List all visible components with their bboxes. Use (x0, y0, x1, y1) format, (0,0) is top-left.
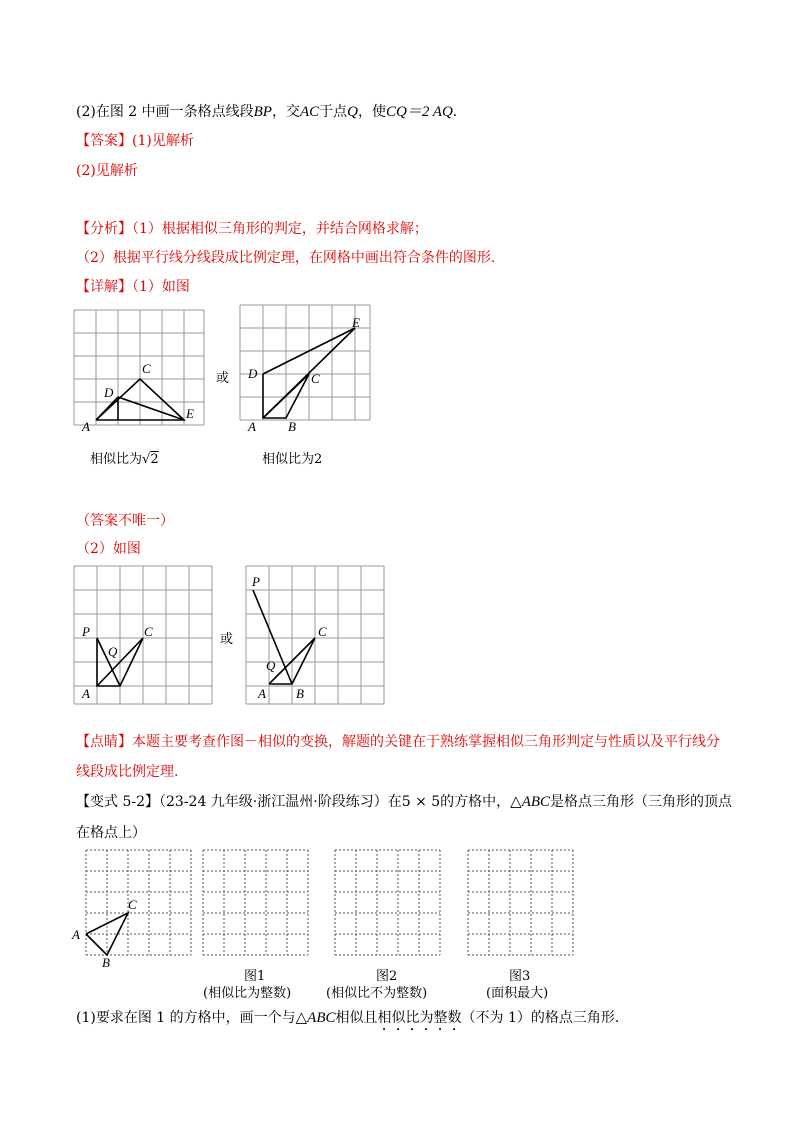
label-e: E (186, 406, 194, 421)
fig1-right-grid (240, 305, 380, 435)
point-q: Q (347, 104, 358, 120)
fig2-left-grid (74, 566, 214, 716)
label-a: A (82, 419, 90, 434)
fig1-or: 或 (216, 371, 230, 386)
label-p: P (252, 574, 260, 589)
grid3-title: 图3 (509, 969, 531, 984)
comment-line-2: 线段成比例定理. (76, 764, 179, 780)
grid1-subtitle: (相似比为整数) (203, 986, 292, 1001)
sqrt-symbol: √ (142, 452, 151, 467)
fig2-right-grid (246, 566, 396, 716)
analysis-line-1: 【分析】（1）根据相似三角形的判定，并结合网格求解； (76, 221, 428, 237)
label-c: C (142, 361, 151, 376)
label-q: Q (266, 658, 276, 673)
answer-line-1: 【答案】(1)见解析 (76, 133, 194, 149)
label-a: A (72, 927, 80, 942)
label-a: A (82, 686, 90, 701)
segment-bp: BP (253, 104, 272, 120)
fig1-caption-right: 相似比为2 (262, 452, 323, 467)
detail-line: 【详解】（1）如图 (76, 279, 190, 295)
label-a: A (258, 686, 266, 701)
label-p: P (82, 624, 90, 639)
answer-line-2: (2)见解析 (76, 163, 138, 179)
segment-ac: AC (299, 104, 320, 120)
label-b: B (102, 955, 110, 970)
label-c: C (144, 624, 153, 639)
condition: CQ＝2 AQ (385, 104, 453, 120)
comment-line-1: 【点睛】本题主要考查作图－相似的变换，解题的关键在于熟练掌握相似三角形判定与性质以及平行线分 (76, 734, 720, 750)
grid2-title: 图2 (376, 969, 398, 984)
grid1-title: 图1 (244, 969, 266, 984)
fig2-or: 或 (220, 632, 234, 647)
label-b: B (296, 686, 304, 701)
label-c: C (311, 371, 320, 386)
fig1-left-grid (74, 305, 214, 435)
grid3-subtitle: (面积最大) (486, 986, 549, 1001)
label-d: D (248, 366, 258, 381)
emphasis-text: 相似比为整数 (377, 1010, 462, 1026)
variant-line-2: 在格点上） (76, 825, 146, 841)
label-q: Q (108, 644, 118, 659)
label-d: D (104, 385, 114, 400)
fig3-grids (70, 845, 590, 970)
not-unique-note: （答案不唯一） (76, 513, 174, 529)
label-c: C (128, 897, 137, 912)
grid2-subtitle: (相似比不为整数) (326, 986, 428, 1001)
analysis-line-2: （2）根据平行线分线段成比例定理，在网格中画出符合条件的图形. (76, 250, 496, 266)
label-e: E (352, 315, 360, 330)
variant-line-1: 【变式 5-2】（23-24 九年级·浙江温州·阶段练习）在5 × 5的方格中，△ABC是格点三角形（三角形的顶点 (76, 794, 733, 810)
label-b: B (288, 419, 296, 434)
detail-2-line: （2）如图 (76, 541, 141, 557)
fig1-caption-left: 相似比为√2 (90, 452, 159, 467)
question-1: (1)要求在图 1 的方格中，画一个与△ABC相似且相似比为整数（不为 1）的格点三角形. (76, 1010, 620, 1026)
question-2: (2)在图 2 中画一条格点线段BP，交AC于点Q，使CQ＝2 AQ. (76, 104, 458, 120)
label-c: C (318, 624, 327, 639)
label-a: A (248, 419, 256, 434)
